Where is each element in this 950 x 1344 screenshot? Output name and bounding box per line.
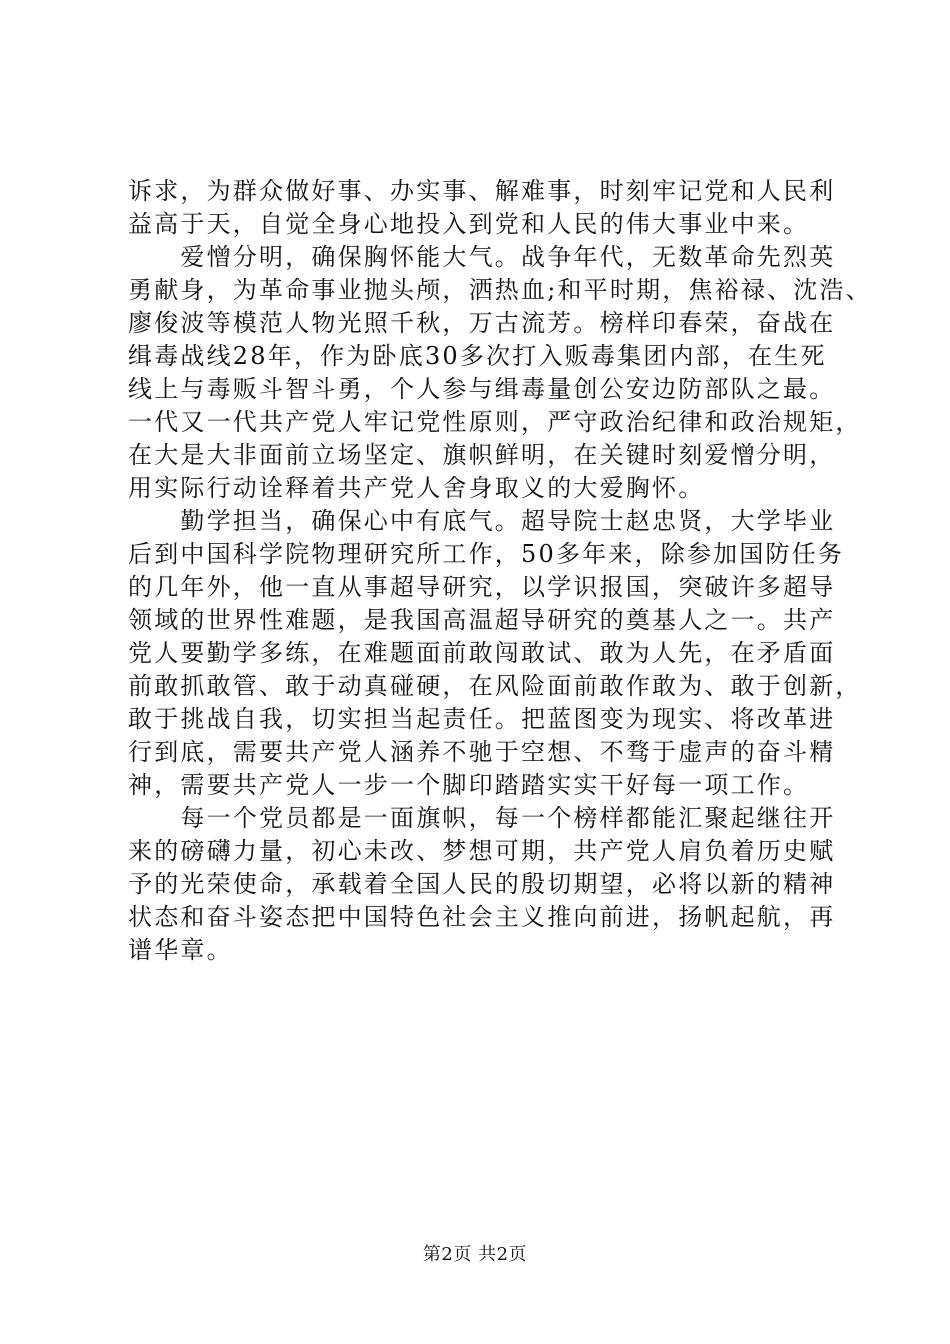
body-text-line: 诉求，为群众做好事、办实事、解难事，时刻牢记党和人民利 [128,177,836,205]
body-text-line: 领域的世界性难题，是我国高温超导研究的奠基人之一。共产 [128,606,836,634]
body-text-line: 来的磅礴力量，初心未改、梦想可期，共产党人肩负着历史赋 [128,837,836,865]
body-text-line: 神，需要共产党人一步一个脚印踏踏实实干好每一项工作。 [128,771,810,799]
paragraph-start-line: 每一个党员都是一面旗帜，每一个榜样都能汇聚起继往开 [128,804,836,832]
body-text-line: 益高于天，自觉全身心地投入到党和人民的伟大事业中来。 [128,210,810,238]
page-number-footer: 第2页 共2页 [422,1244,528,1265]
body-text-line: 后到中国科学院物理研究所工作，50多年来，除参加国防任务 [128,540,845,568]
body-text-line: 一代又一代共产党人牢记党性原则，严守政治纪律和政治规矩， [128,408,862,436]
body-text-line: 的几年外，他一直从事超导研究，以学识报国，突破许多超导 [128,573,836,601]
body-text-line: 予的光荣使命，承载着全国人民的殷切期望，必将以新的精神 [128,870,836,898]
body-text-line: 线上与毒贩斗智斗勇，个人参与缉毒量创公安边防部队之最。 [128,375,836,403]
paragraph-start-line: 勤学担当，确保心中有底气。超导院士赵忠贤，大学毕业 [128,507,836,535]
body-text-line: 缉毒战线28年，作为卧底30多次打入贩毒集团内部，在生死 [128,342,827,370]
body-text-line: 廖俊波等模范人物光照千秋，万古流芳。榜样印春荣，奋战在 [128,309,836,337]
body-text-line: 状态和奋斗姿态把中国特色社会主义推向前进，扬帆起航，再 [128,903,836,931]
body-text-line: 党人要勤学多练，在难题面前敢闯敢试、敢为人先，在矛盾面 [128,639,836,667]
paragraph-start-line: 爱憎分明，确保胸怀能大气。战争年代，无数革命先烈英 [128,243,836,271]
body-text-line: 在大是大非面前立场坚定、旗帜鲜明，在关键时刻爱憎分明， [128,441,836,469]
body-text-line: 勇献身，为革命事业抛头颅，洒热血;和平时期，焦裕禄、沈浩、 [128,276,872,304]
body-text-line: 谱华章。 [128,936,233,964]
body-text-line: 用实际行动诠释着共产党人舍身取义的大爱胸怀。 [128,474,705,502]
body-text-line: 前敢抓敢管、敢于动真碰硬，在风险面前敢作敢为、敢于创新， [128,672,862,700]
body-text-line: 行到底，需要共产党人涵养不驰于空想、不骛于虚声的奋斗精 [128,738,836,766]
body-text-line: 敢于挑战自我，切实担当起责任。把蓝图变为现实、将改革进 [128,705,836,733]
